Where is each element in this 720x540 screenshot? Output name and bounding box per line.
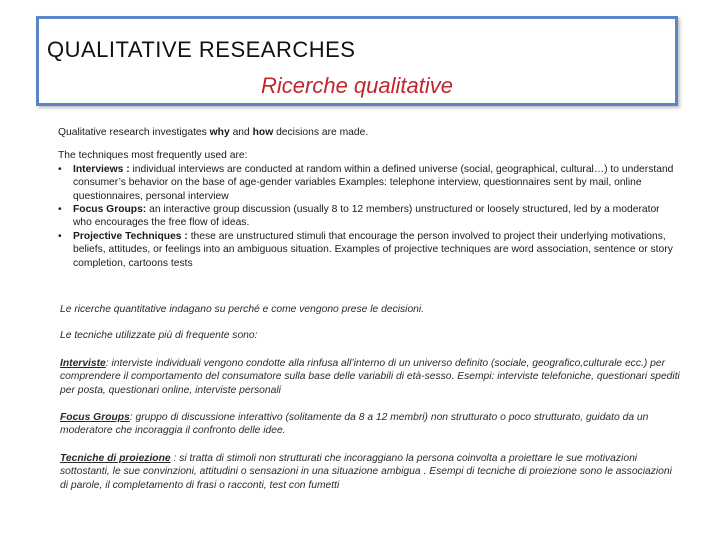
bullet-text: individual interviews are conducted at random within a defined universe (social, geographical, cultural…) to understand consumer’s behavior on the base of age-gender variables Examples: telephone interview, questionnaires sent by mail, online questionnaires, personal interview — [73, 163, 674, 202]
italian-intro: Le ricerche quantitative indagano su perché e come vengono prese le decisioni. — [60, 304, 425, 315]
bullet-icon: • — [58, 230, 62, 242]
italian-text: : interviste individuali vengono condotte alla rinfusa all’interno di un universo definito (sociale, geografico,culturale ecc.) per comprendere il comportamento del consumatore sulla base delle variabili di età-sesso. Esempi: interviste telefoniche, questionari spediti per posta, questionari online, interviste personali — [60, 357, 680, 396]
italian-item-interviste — [60, 357, 680, 397]
bullet-icon: • — [58, 204, 62, 216]
italian-term: Focus Groups — [60, 412, 130, 424]
list-item-projective — [58, 230, 678, 270]
italian-term: Tecniche di proiezione — [60, 452, 171, 464]
english-content — [58, 126, 678, 270]
english-intro — [58, 126, 678, 139]
list-item-interviews — [58, 163, 678, 203]
italian-item-proiezione — [60, 452, 680, 492]
bullet-term: Interviews : — [73, 163, 130, 175]
italian-term: Interviste — [60, 357, 106, 369]
title-box — [36, 16, 678, 106]
bullet-text: an interactive group discussion (usually 8 to 12 members) unstructured or loosely structured, led by a moderator who encourages the free flow of ideas. — [73, 204, 660, 229]
intro-text: Qualitative research investigates — [58, 127, 210, 138]
list-item-focus-groups — [58, 203, 678, 230]
italian-text: : si tratta di stimoli non strutturati che incoraggiano la persona coinvolta a proiettare le sue motivazioni sottostanti, le sue convinzioni, attitudini o sensazioni in una situazione ambigua . Esempi di tecniche di proiezione sono le associazioni di parole, il completamento di frasi o racconti, test con fumetti — [60, 452, 672, 491]
italian-item-focus-groups — [60, 411, 680, 438]
intro-text-mid: and — [229, 127, 253, 138]
bullet-term: Projective Techniques : — [73, 230, 188, 242]
intro-how: how — [252, 127, 274, 138]
slide-title: QUALITATIVE RESEARCHES — [47, 37, 356, 62]
techniques-lead: The techniques most frequently used are: — [58, 150, 248, 162]
bullet-term: Focus Groups: — [73, 204, 147, 216]
techniques-list — [58, 163, 678, 270]
italian-text: : gruppo di discussione interattivo (solitamente da 8 a 12 membri) non strutturato o poco strutturato, guidato da un moderatore che incoraggia il confronto delle idee. — [60, 412, 649, 437]
bullet-icon: • — [58, 163, 62, 175]
intro-why: why — [209, 127, 230, 138]
italian-content — [60, 303, 680, 492]
bullet-text: these are unstructured stimuli that encourage the person involved to project their underlying motivations, beliefs, attitudes, or feelings into an ambiguous situation. Examples of projective techniques are word association, sentence or story completion, cartoons tests — [73, 230, 673, 269]
slide-subtitle-italian: Ricerche qualitative — [261, 73, 453, 98]
intro-text-end: decisions are made. — [273, 127, 369, 138]
italian-techniques-lead: Le tecniche utilizzate più di frequente sono: — [60, 330, 258, 342]
